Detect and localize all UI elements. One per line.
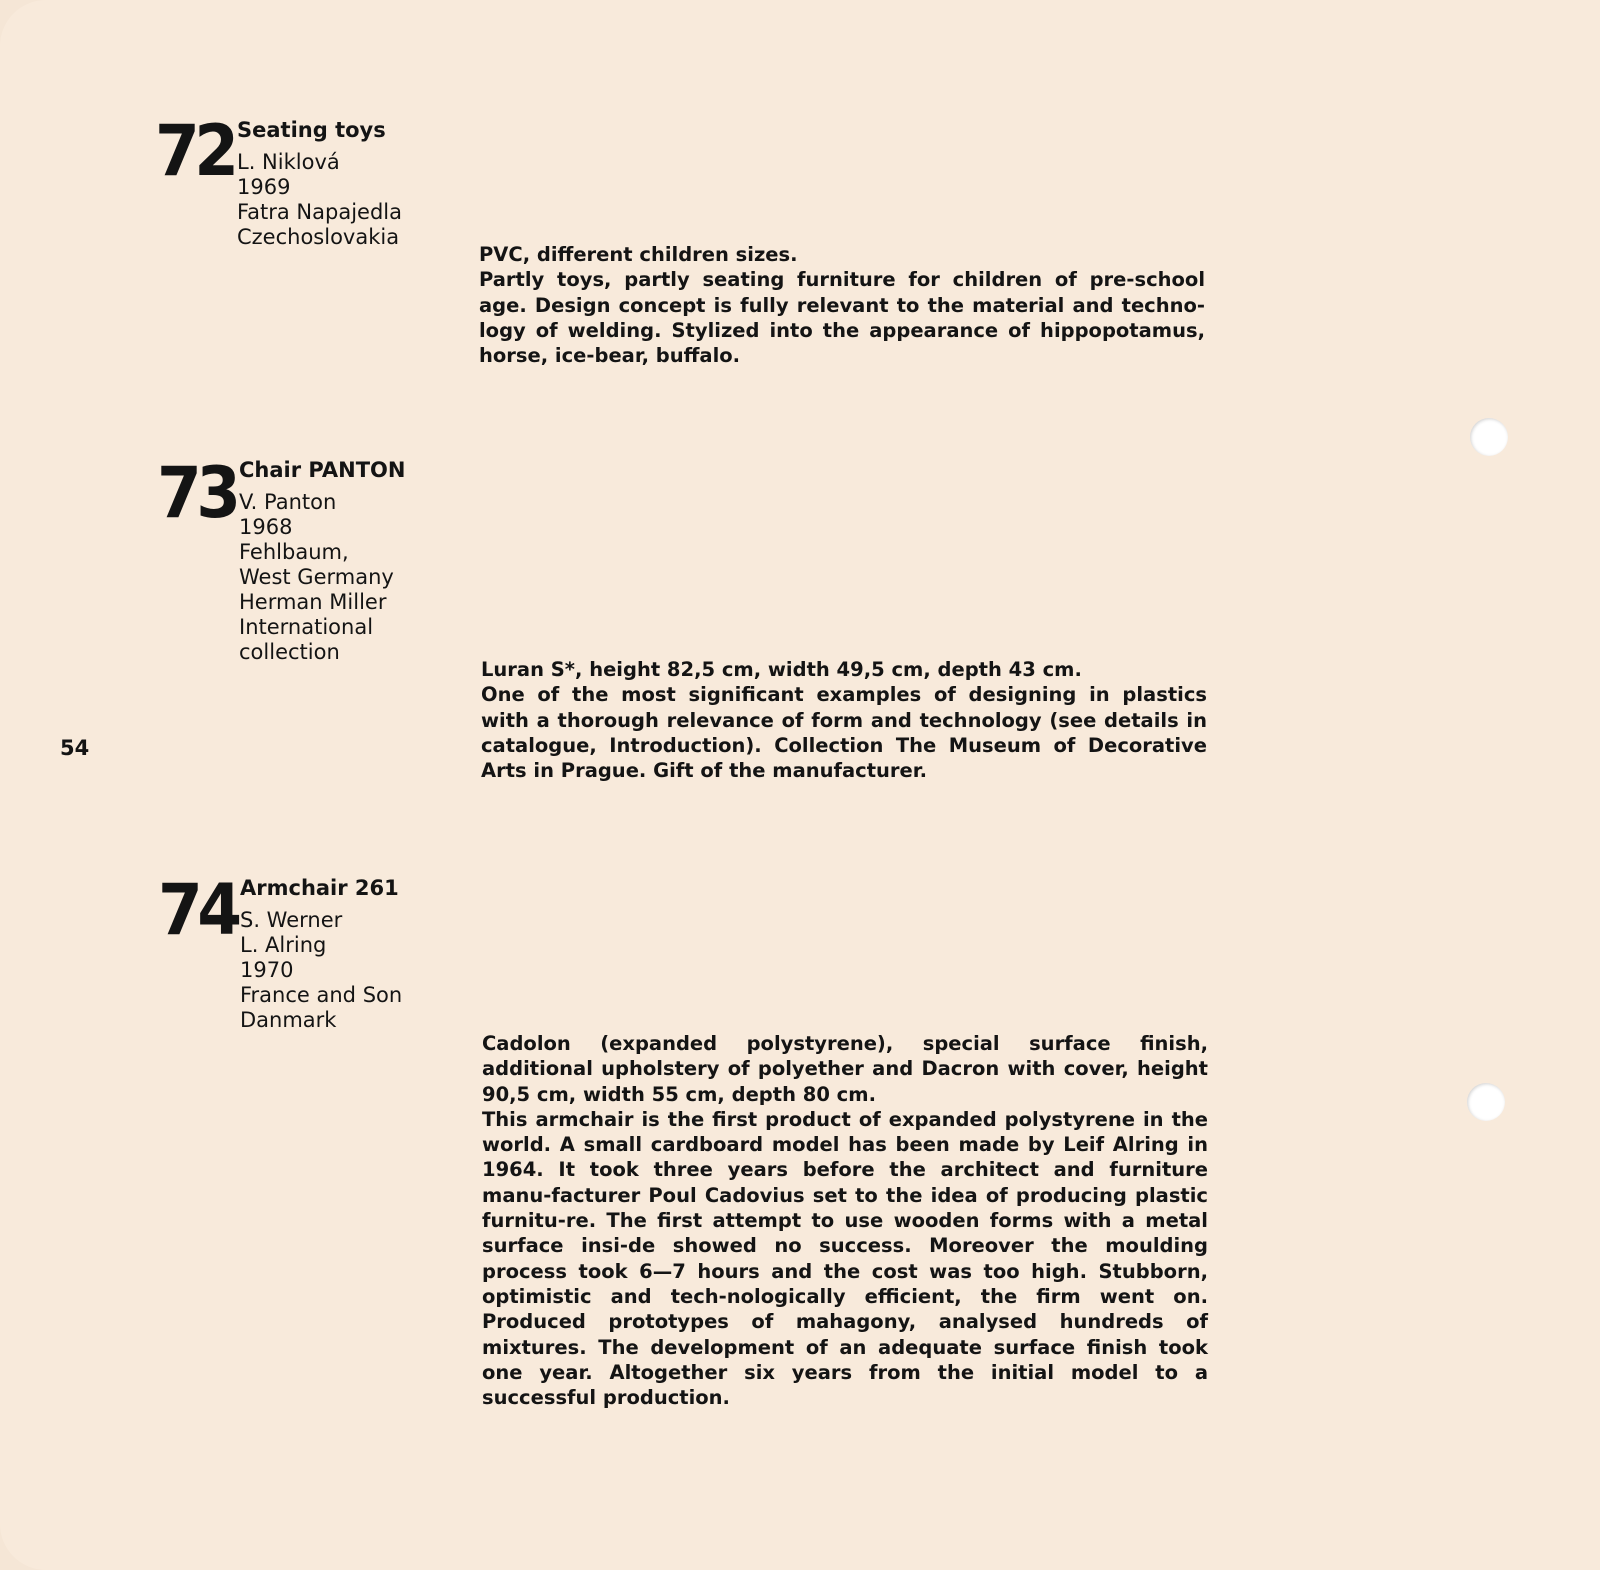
entry-text: Partly toys, partly seating furniture for children of pre-school age. Design concept is fully relevant to the material and techno-logy of welding. Stylized into the appearance of hippopotamus, horse, ice-bear, buffalo. [479,268,1205,368]
entry-number: 74 [158,869,237,951]
entry-number: 72 [155,110,234,192]
entry-meta [240,876,402,1033]
entry-material: Luran S*, height 82,5 cm, width 49,5 cm, depth 43 cm. [481,658,1082,681]
entry-collection: collection [239,640,340,664]
entry-year: 1970 [240,958,294,982]
entry-title: Seating toys [237,118,386,142]
entry-manufacturer: Fatra Napajedla [237,200,402,224]
entry-title: Chair PANTON [239,458,406,482]
entry-designer: S. Werner [240,908,343,932]
entry-material: PVC, different children sizes. [479,243,798,266]
entry-description [482,1031,1208,1410]
entry-country: Czechoslovakia [237,225,400,249]
entry-designer: L. Niklová [237,150,340,174]
entry-year: 1968 [239,515,293,539]
entry-designer: V. Panton [239,490,337,514]
entry-meta [239,458,405,665]
entry-material: Cadolon (expanded polystyrene), special surface finish, additional upholstery of polyether and Dacron with cover, height 90,5 cm, width 55 cm, depth 80 cm. [482,1032,1208,1106]
entry-country: Danmark [240,1008,337,1032]
entry-title: Armchair 261 [240,876,399,900]
punch-hole [1470,418,1508,456]
entry-manufacturer: Fehlbaum, [239,540,349,564]
entry-manufacturer: France and Son [240,983,403,1007]
entry-description [479,242,1205,368]
entry-country: West Germany [239,565,394,589]
entry-designer: L. Alring [240,933,327,957]
entry-collection: Herman Miller [239,590,387,614]
entry-text: This armchair is the first product of expanded polystyrene in the world. A small cardboard model has been made by Leif Alring in 1964. It took three years before the architect and furniture manu-facturer Poul Cadovius set to the idea of producing plastic furnitu-re. The first attempt to use wooden forms with a metal surface insi-de showed no success. Moreover the moulding process took 6—7 hours and the cost was too high. Stubborn, optimistic and tech-nologically efficient, the firm went on. Produced prototypes of mahagony, analysed hundreds of mixtures. The development of an adequate surface finish took one year. Altogether six years from the initial model to a successful production. [482,1107,1208,1410]
entry-number: 73 [157,452,236,534]
entry-description [481,657,1207,783]
punch-hole [1467,1083,1505,1121]
entry-meta [237,118,402,250]
entry-text: One of the most significant examples of designing in plastics with a thorough relevance of form and technology (see details in catalogue, Introduction). Collection The Museum of Decorative Arts in Prague. Gift of the manufacturer. [481,683,1207,783]
entry-collection: International [239,615,374,639]
page-number: 54 [60,736,90,760]
entry-year: 1969 [237,175,291,199]
